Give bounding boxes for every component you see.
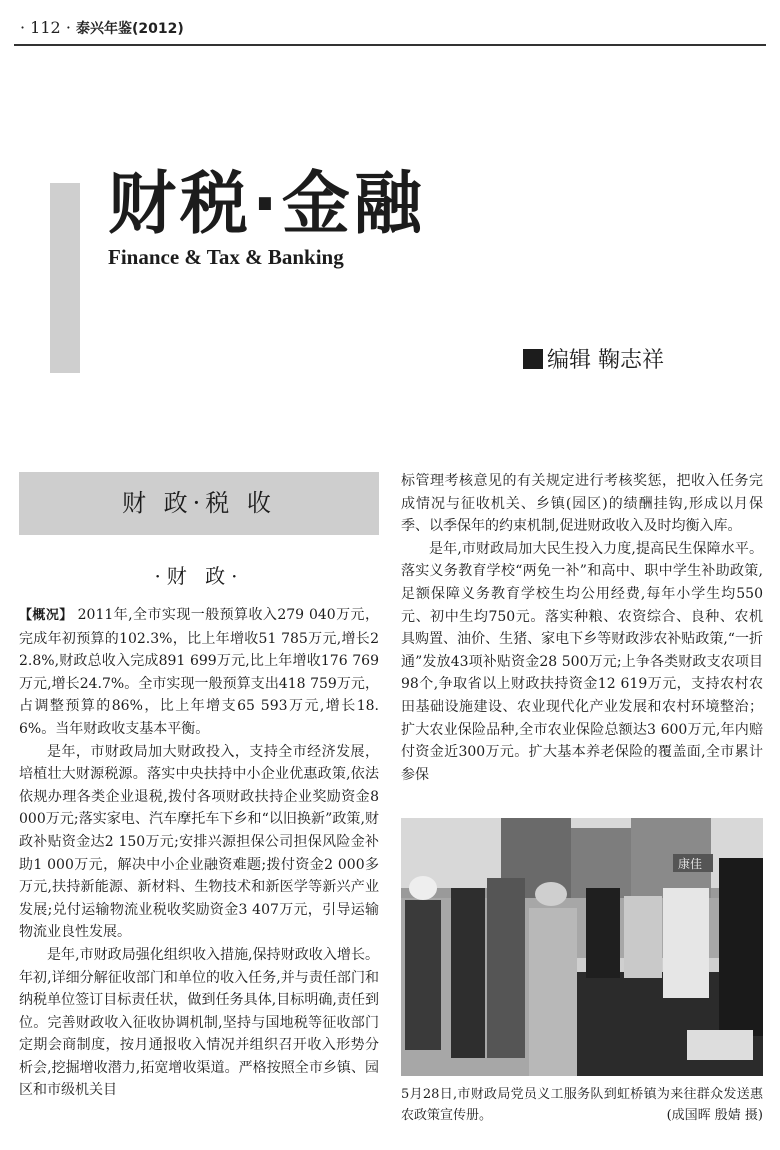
yearbook-title: 泰兴年鉴(2012) — [75, 21, 184, 37]
running-header: · 112 · 泰兴年鉴(2012) — [20, 18, 184, 37]
editor-credit — [523, 343, 664, 374]
right-column — [401, 470, 763, 786]
paragraph-revenue: 是年,市财政局强化组织收入措施,保持财政收入增长。年初,详细分解征收部门和单位的收入任务,并与责任部门和纳税单位签订目标责任状，做到任务具体,目标明确,责任到位。完善财政收入征收协调机制,坚持与国地税等征收部门定期会商制度，按月通报收入情况并组织召开收入形势分析会,挖掘增收潜力,拓宽增收渠道。严格按照全市乡镇、园区和市级机关目 — [19, 946, 379, 1099]
news-photo — [401, 818, 763, 1076]
black-square-icon — [523, 349, 543, 369]
caption-text: 5月28日,市财政局党员义工服务队到虹桥镇为来往群众发送惠农政策宣传册。 — [401, 1087, 763, 1123]
photo-caption — [401, 1084, 763, 1126]
overview-text: 2011年,全市实现一般预算收入279 040万元，完成年初预算的102.3%，比上年增收51 785万元,增长22.8%,财政总收入完成891 699万元,比上年增收176 769万元,增长24.7%。全市实现一般预算支出418 759万元，占调整预算的86%，比上年增支65 593万元,增长18.6%。当年财政收支基本平衡。 — [19, 607, 379, 737]
photo-sign-text: 康佳 — [678, 857, 703, 871]
chapter-subtitle: Finance & Tax & Banking — [108, 245, 344, 269]
section-subheading: ·财 政· — [154, 564, 244, 588]
paragraph-investment: 是年，市财政局加大财政投入，支持全市经济发展，培植壮大财源税源。落实中央扶持中小企业优惠政策,依法依规办理各类企业退税,拨付各项财政扶持企业奖励资金8 000万元;落实家电、汽车摩托车下乡和“以旧换新”政策,财政补贴资金达2 150万元;安排兴源担保公司担保风险金补助1 000万元，解决中小企业融资难题;拨付资金2 000多万元,扶持新能源、新材料、生物技术和新医学等新兴产业发展;兑付运输物流业税收奖励资金3 407万元，引导运输物流业良性发展。 — [19, 743, 379, 941]
section-title-box: 财 政·税 收 — [19, 472, 379, 535]
chapter-title: 财税·金融 — [108, 165, 426, 244]
paragraph-continued: 标管理考核意见的有关规定进行考核奖惩，把收入任务完成情况与征收机关、乡镇(园区)的绩酬挂钩,形成以月保季、以季保年的约束机制,促进财政收入及时均衡入库。 — [401, 473, 763, 535]
chapter-side-bar — [50, 183, 80, 373]
paragraph-overview — [19, 604, 379, 741]
paragraph-livelihood: 是年,市财政局加大民生投入力度,提高民生保障水平。落实义务教育学校“两免一补”和高中、职中学生补助政策,足额保障义务教育学校生均公用经费,每年小学生均550元、初中生均750元。落实种粮、农资综合、良种、农机具购置、油价、生猪、家电下乡等财政涉农补贴政策,“一折通”发放43项补贴资金28 500万元;上争各类财政支农项目98个,争取省以上财政扶持资金12 619万元，支持农村农田基础设施建设、农业现代化产业发展和农村环境整治；扩大农业保险品种,全市农业保险总额达3 600万元,年内赔付资金近300万元。扩大基本养老保险的覆盖面,全市累计参保 — [401, 540, 763, 783]
page-number: 112 — [30, 18, 61, 37]
editor-name: 编辑 鞠志祥 — [547, 348, 664, 373]
left-column — [19, 604, 379, 1102]
header-rule — [14, 44, 766, 46]
overview-label: 【概况】 — [19, 608, 73, 623]
photo-credit: (成国晖 殷婧 摄) — [666, 1108, 763, 1123]
